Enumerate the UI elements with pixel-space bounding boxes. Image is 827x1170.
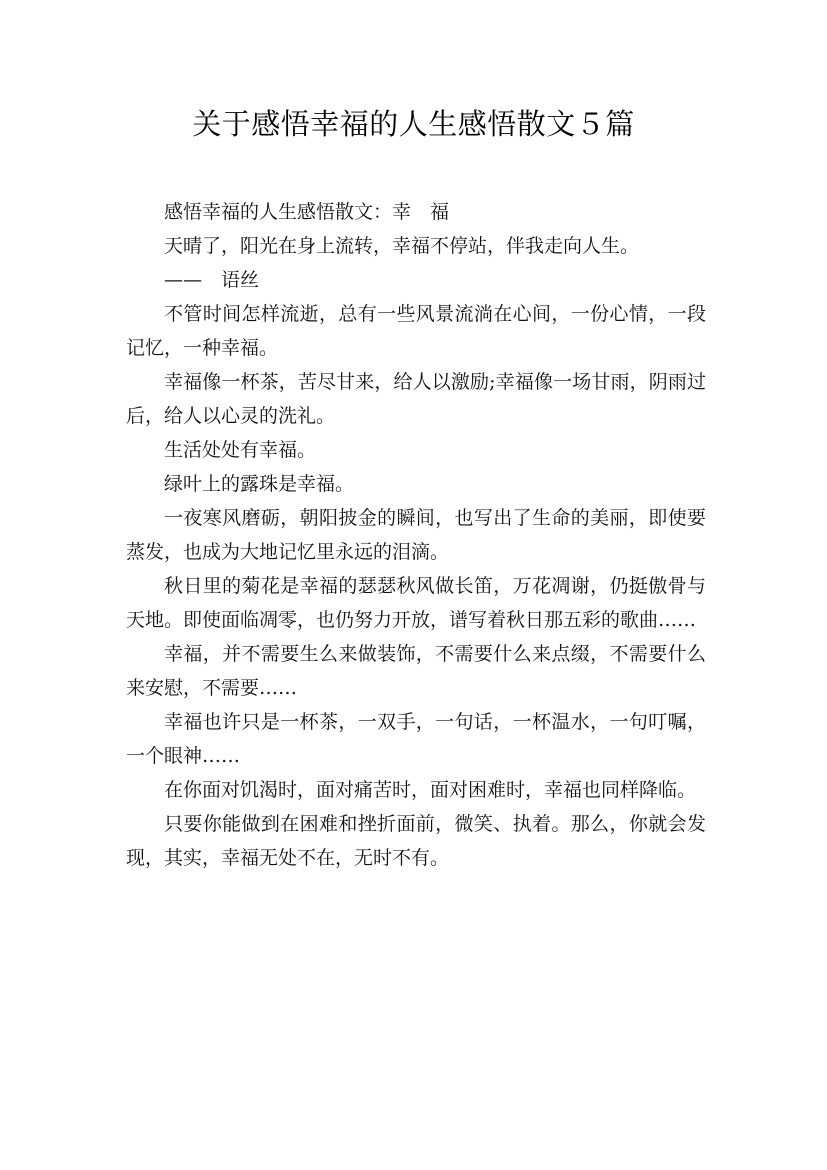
paragraph: 秋日里的菊花是幸福的瑟瑟秋风做长笛，万花凋谢，仍挺傲骨与天地。即使面临凋零，也仍努力开放，谱写着秋日那五彩的歌曲……: [126, 575, 706, 631]
document-title: 关于感悟幸福的人生感悟散文５篇: [192, 107, 635, 141]
paragraph: 幸福，并不需要生么来做装饰，不需要什么来点缀，不需要什么来安慰，不需要……: [126, 643, 706, 699]
paragraph: 生活处处有幸福。: [164, 439, 317, 461]
document-body: [126, 195, 706, 875]
paragraph: 一夜寒风磨砺，朝阳披金的瞬间，也写出了生命的美丽，即使要蒸发，也成为大地记忆里永远的泪滴。: [126, 507, 706, 563]
paragraph: 在你面对饥渴时，面对痛苦时，面对困难时，幸福也同样降临。: [164, 779, 697, 801]
paragraph: 绿叶上的露珠是幸福。: [164, 473, 355, 495]
paragraph: 天晴了，阳光在身上流转，幸福不停站，伴我走向人生。: [164, 235, 640, 257]
paragraph: —— 语丝: [164, 269, 260, 291]
paragraph: 感悟幸福的人生感悟散文：幸 福: [164, 201, 450, 223]
paragraph: 只要你能做到在困难和挫折面前，微笑、执着。那么，你就会发现，其实，幸福无处不在，无时不有。: [126, 813, 706, 869]
paragraph: 幸福像一杯茶，苦尽甘来，给人以激励;幸福像一场甘雨，阴雨过后，给人以心灵的洗礼。: [126, 371, 706, 427]
paragraph: 不管时间怎样流逝，总有一些风景流淌在心间，一份心情，一段记忆，一种幸福。: [126, 303, 706, 359]
paragraph: 幸福也许只是一杯茶，一双手，一句话，一杯温水，一句叮嘱，一个眼神……: [126, 711, 706, 767]
